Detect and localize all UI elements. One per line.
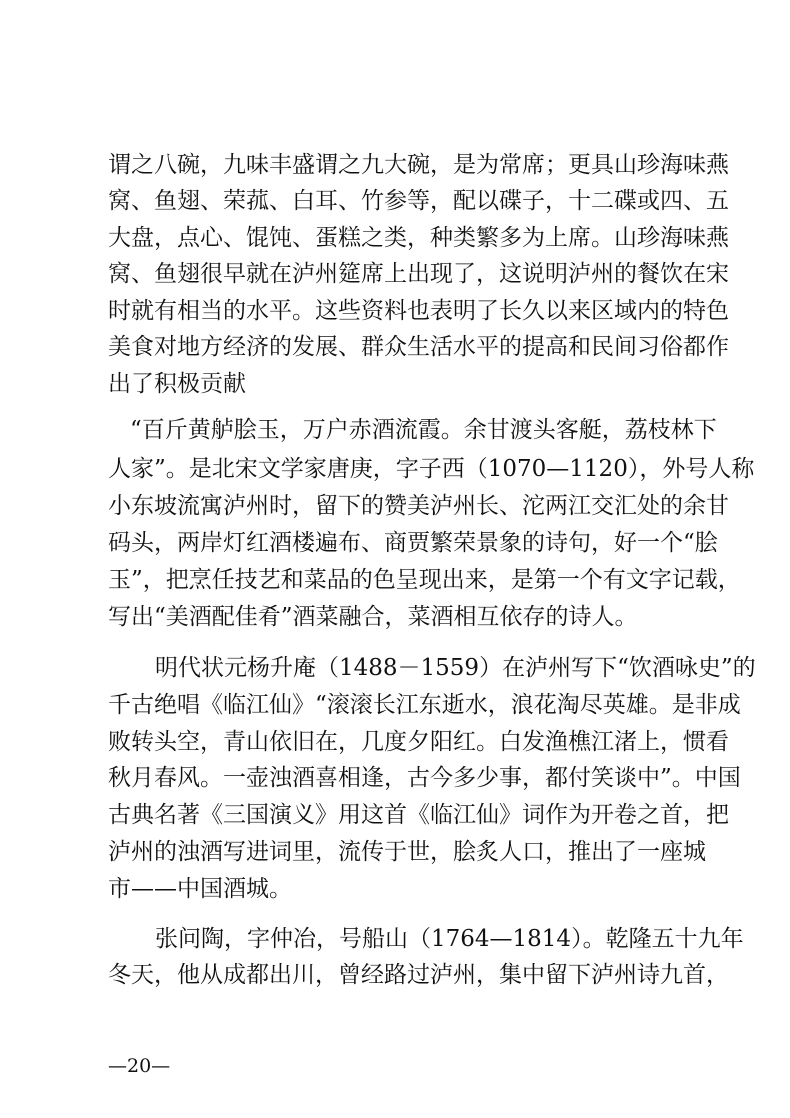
text-line: 古典名著《三国演义》用这首《临江仙》词作为开卷之首，把: [108, 802, 729, 828]
text-line: 大盘，点心、馄饨、蛋糕之类，种类繁多为上席。山珍海味燕: [108, 225, 729, 251]
text-line: 出了积极贡献: [108, 371, 246, 397]
text-line: 秋月春风。一壶浊酒喜相逢，古今多少事，都付笑谈中”。中国: [108, 765, 741, 791]
text-line: 码头，两岸灯红酒楼遍布、商贾繁荣景象的诗句，好一个“脍: [108, 530, 718, 556]
text-line: 窝、鱼翅很早就在泸州筵席上出现了，这说明泸州的餐饮在宋: [108, 261, 729, 287]
text-line: 时就有相当的水平。这些资料也表明了长久以来区域内的特色: [108, 298, 729, 324]
text-line: 小东坡流寓泸州时，留下的赞美泸州长、沱两江交汇处的余甘: [108, 493, 729, 519]
text-line: 泸州的浊酒写进词里，流传于世，脍炙人口，推出了一座城: [108, 839, 706, 865]
text-line: 窝、鱼翅、荣菰、白耳、竹参等，配以碟子，十二碟或四、五: [108, 188, 729, 214]
text-line: 冬天，他从成都出川，曾经路过泸州，集中留下泸州诗九首，: [108, 962, 729, 988]
text-line: 谓之八碗，九味丰盛谓之九大碗，是为常席；更具山珍海味燕: [108, 152, 729, 178]
paragraph-first-line: 张问陶，字仲冶，号船山（1764—1814）。乾隆五十九年: [155, 926, 744, 952]
text-line: 人家”。是北宋文学家唐庚，字子西（1070—1120），外号人称: [108, 456, 755, 482]
text-line: 败转头空，青山依旧在，几度夕阳红。白发渔樵江渚上，惯看: [108, 729, 729, 755]
text-line: 美食对地方经济的发展、群众生活水平的提高和民间习俗都作: [108, 334, 729, 360]
page-number: —20—: [108, 1055, 171, 1077]
text-line: 玉”，把烹任技艺和菜品的色呈现出来，是第一个有文字记载，: [108, 567, 741, 593]
text-line: 市——中国酒城。: [108, 876, 292, 902]
text-line: 写出“美酒配佳肴”酒菜融合，菜酒相互依存的诗人。: [108, 604, 638, 630]
text-line: 千古绝唱《临江仙》“滚滚长江东逝水，浪花淘尽英雄。是非成: [108, 692, 741, 718]
paragraph-first-line: 明代状元杨升庵（1488－1559）在泸州写下“饮酒咏史”的: [155, 655, 756, 681]
paragraph-first-line: “百斤黄舻脍玉，万户赤酒流霞。余甘渡头客艇，荔枝林下: [130, 417, 717, 443]
